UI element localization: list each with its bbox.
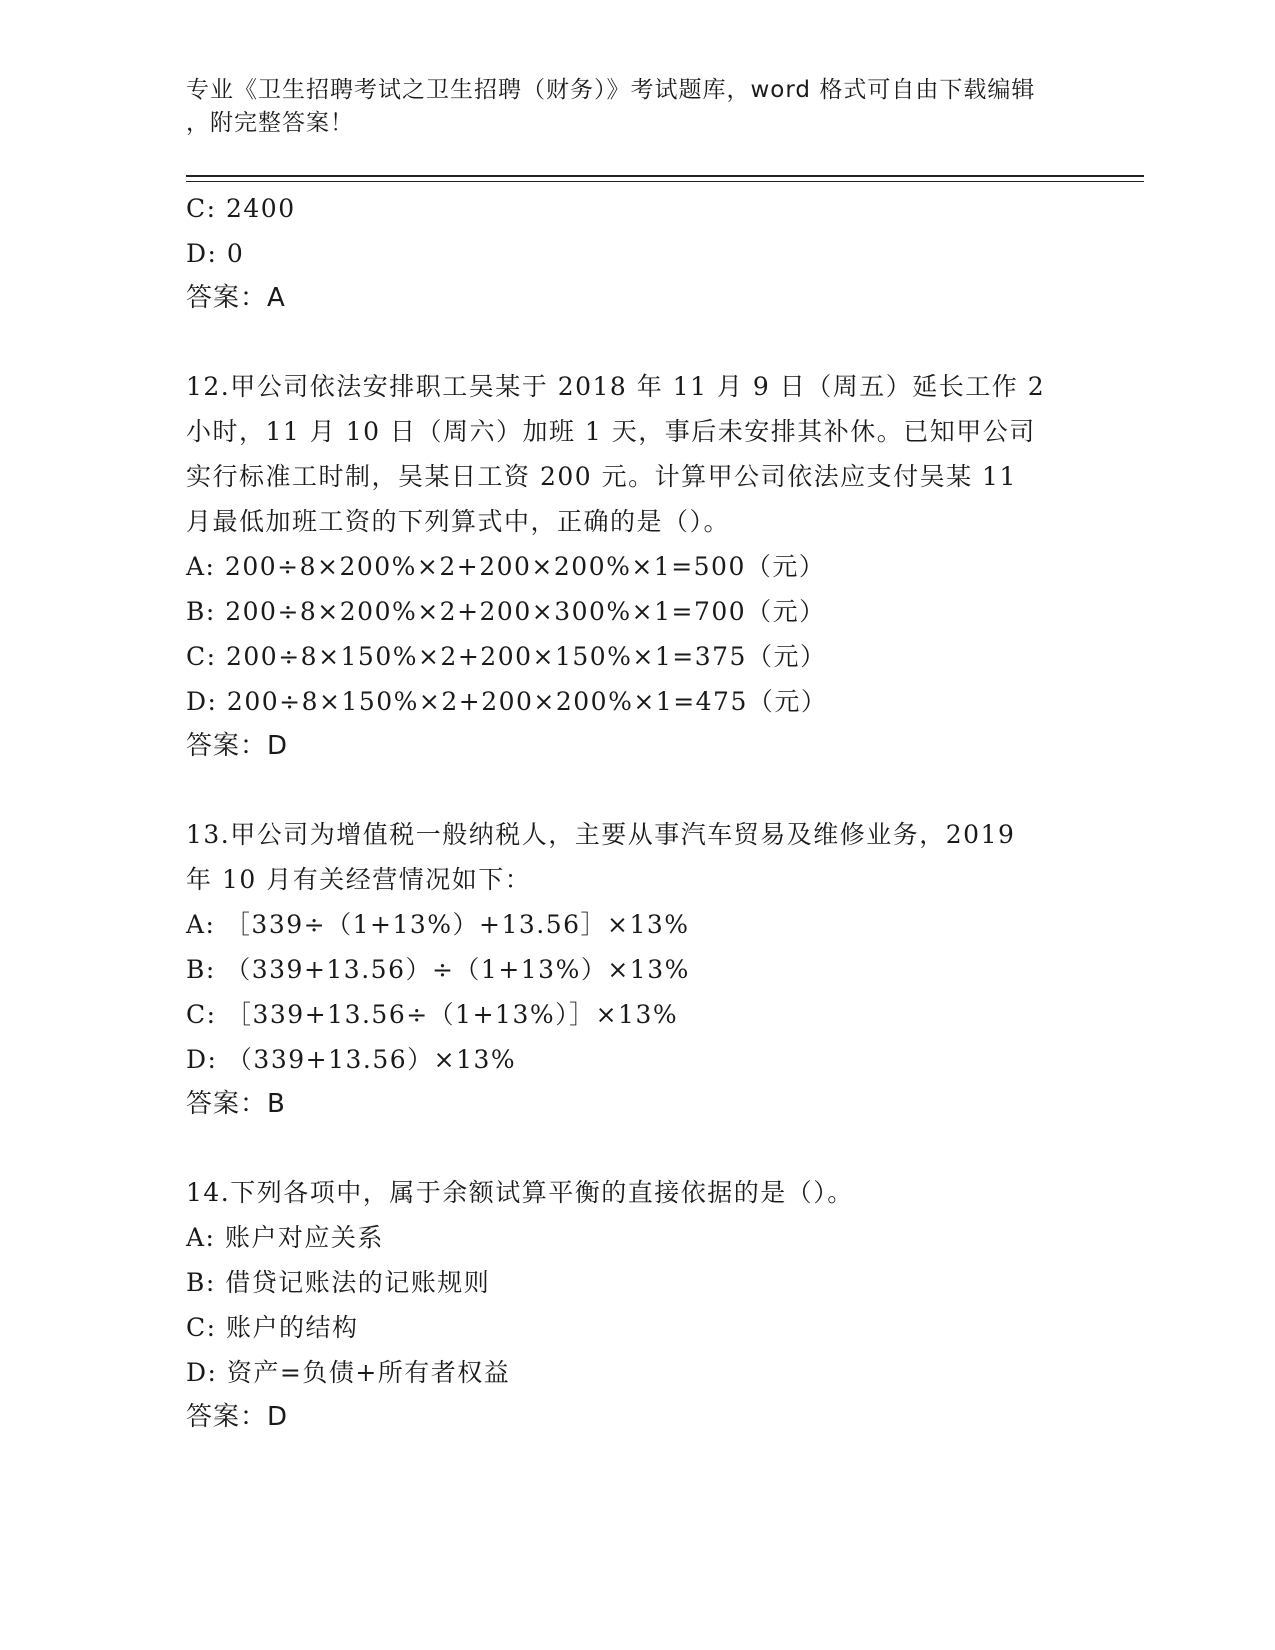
option-d: D: 0 xyxy=(186,239,245,268)
option-d: D: 200÷8×150%×2+200×200%×1=475（元） xyxy=(186,687,828,716)
option-a: A: ［339÷（1+13%）+13.56］×13% xyxy=(186,910,690,939)
page-header xyxy=(186,74,1066,140)
option-b: B: 借贷记账法的记账规则 xyxy=(186,1268,491,1297)
spacer xyxy=(186,1127,1086,1170)
header-title-line-1: 专业《卫生招聘考试之卫生招聘（财务）》考试题库，word 格式可自由下载编辑 xyxy=(186,77,1036,103)
option-b: B: 200÷8×200%×2+200×300%×1=700（元） xyxy=(186,597,826,626)
answer-label: 答案：D xyxy=(186,1402,289,1432)
answer-label: 答案：A xyxy=(186,283,286,313)
question-stem-line: 实行标准工时制，吴某日工资 200 元。计算甲公司依法应支付吴某 11 xyxy=(186,462,1017,491)
question-content xyxy=(186,186,1086,1440)
option-b: B: （339+13.56）÷（1+13%）×13% xyxy=(186,955,690,984)
question-stem-line: 年 10 月有关经营情况如下： xyxy=(186,865,532,894)
question-12 xyxy=(186,364,1086,769)
option-c: C: 200÷8×150%×2+200×150%×1=375（元） xyxy=(186,642,827,671)
question-stem-line: 14.下列各项中，属于余额试算平衡的直接依据的是（）。 xyxy=(186,1178,854,1207)
option-c: C: ［339+13.56÷（1+13%）］×13% xyxy=(186,1000,679,1029)
question-stem-line: 月最低加班工资的下列算式中，正确的是（）。 xyxy=(186,507,731,536)
header-title-line-2: ，附完整答案！ xyxy=(186,110,354,136)
question-stem-line: 12.甲公司依法安排职工吴某于 2018 年 11 月 9 日（周五）延长工作 2 xyxy=(186,372,1046,401)
option-a: A: 200÷8×200%×2+200×200%×1=500（元） xyxy=(186,552,826,581)
option-c: C: 2400 xyxy=(186,194,296,223)
header-divider-thick xyxy=(186,175,1144,177)
answer-label: 答案：D xyxy=(186,731,289,761)
option-a: A: 账户对应关系 xyxy=(186,1223,384,1252)
question-stem-line: 13.甲公司为增值税一般纳税人，主要从事汽车贸易及维修业务，2019 xyxy=(186,820,1016,849)
header-divider-thin xyxy=(186,181,1144,182)
question-stem-line: 小时，11 月 10 日（周六）加班 1 天，事后未安排其补休。已知甲公司 xyxy=(186,417,1036,446)
spacer xyxy=(186,769,1086,812)
option-c: C: 账户的结构 xyxy=(186,1313,359,1342)
question-11-tail xyxy=(186,186,1086,321)
spacer xyxy=(186,321,1086,364)
question-14 xyxy=(186,1170,1086,1440)
option-d: D: （339+13.56）×13% xyxy=(186,1045,517,1074)
option-d: D: 资产=负债+所有者权益 xyxy=(186,1358,511,1387)
answer-label: 答案：B xyxy=(186,1089,286,1119)
question-13 xyxy=(186,812,1086,1127)
